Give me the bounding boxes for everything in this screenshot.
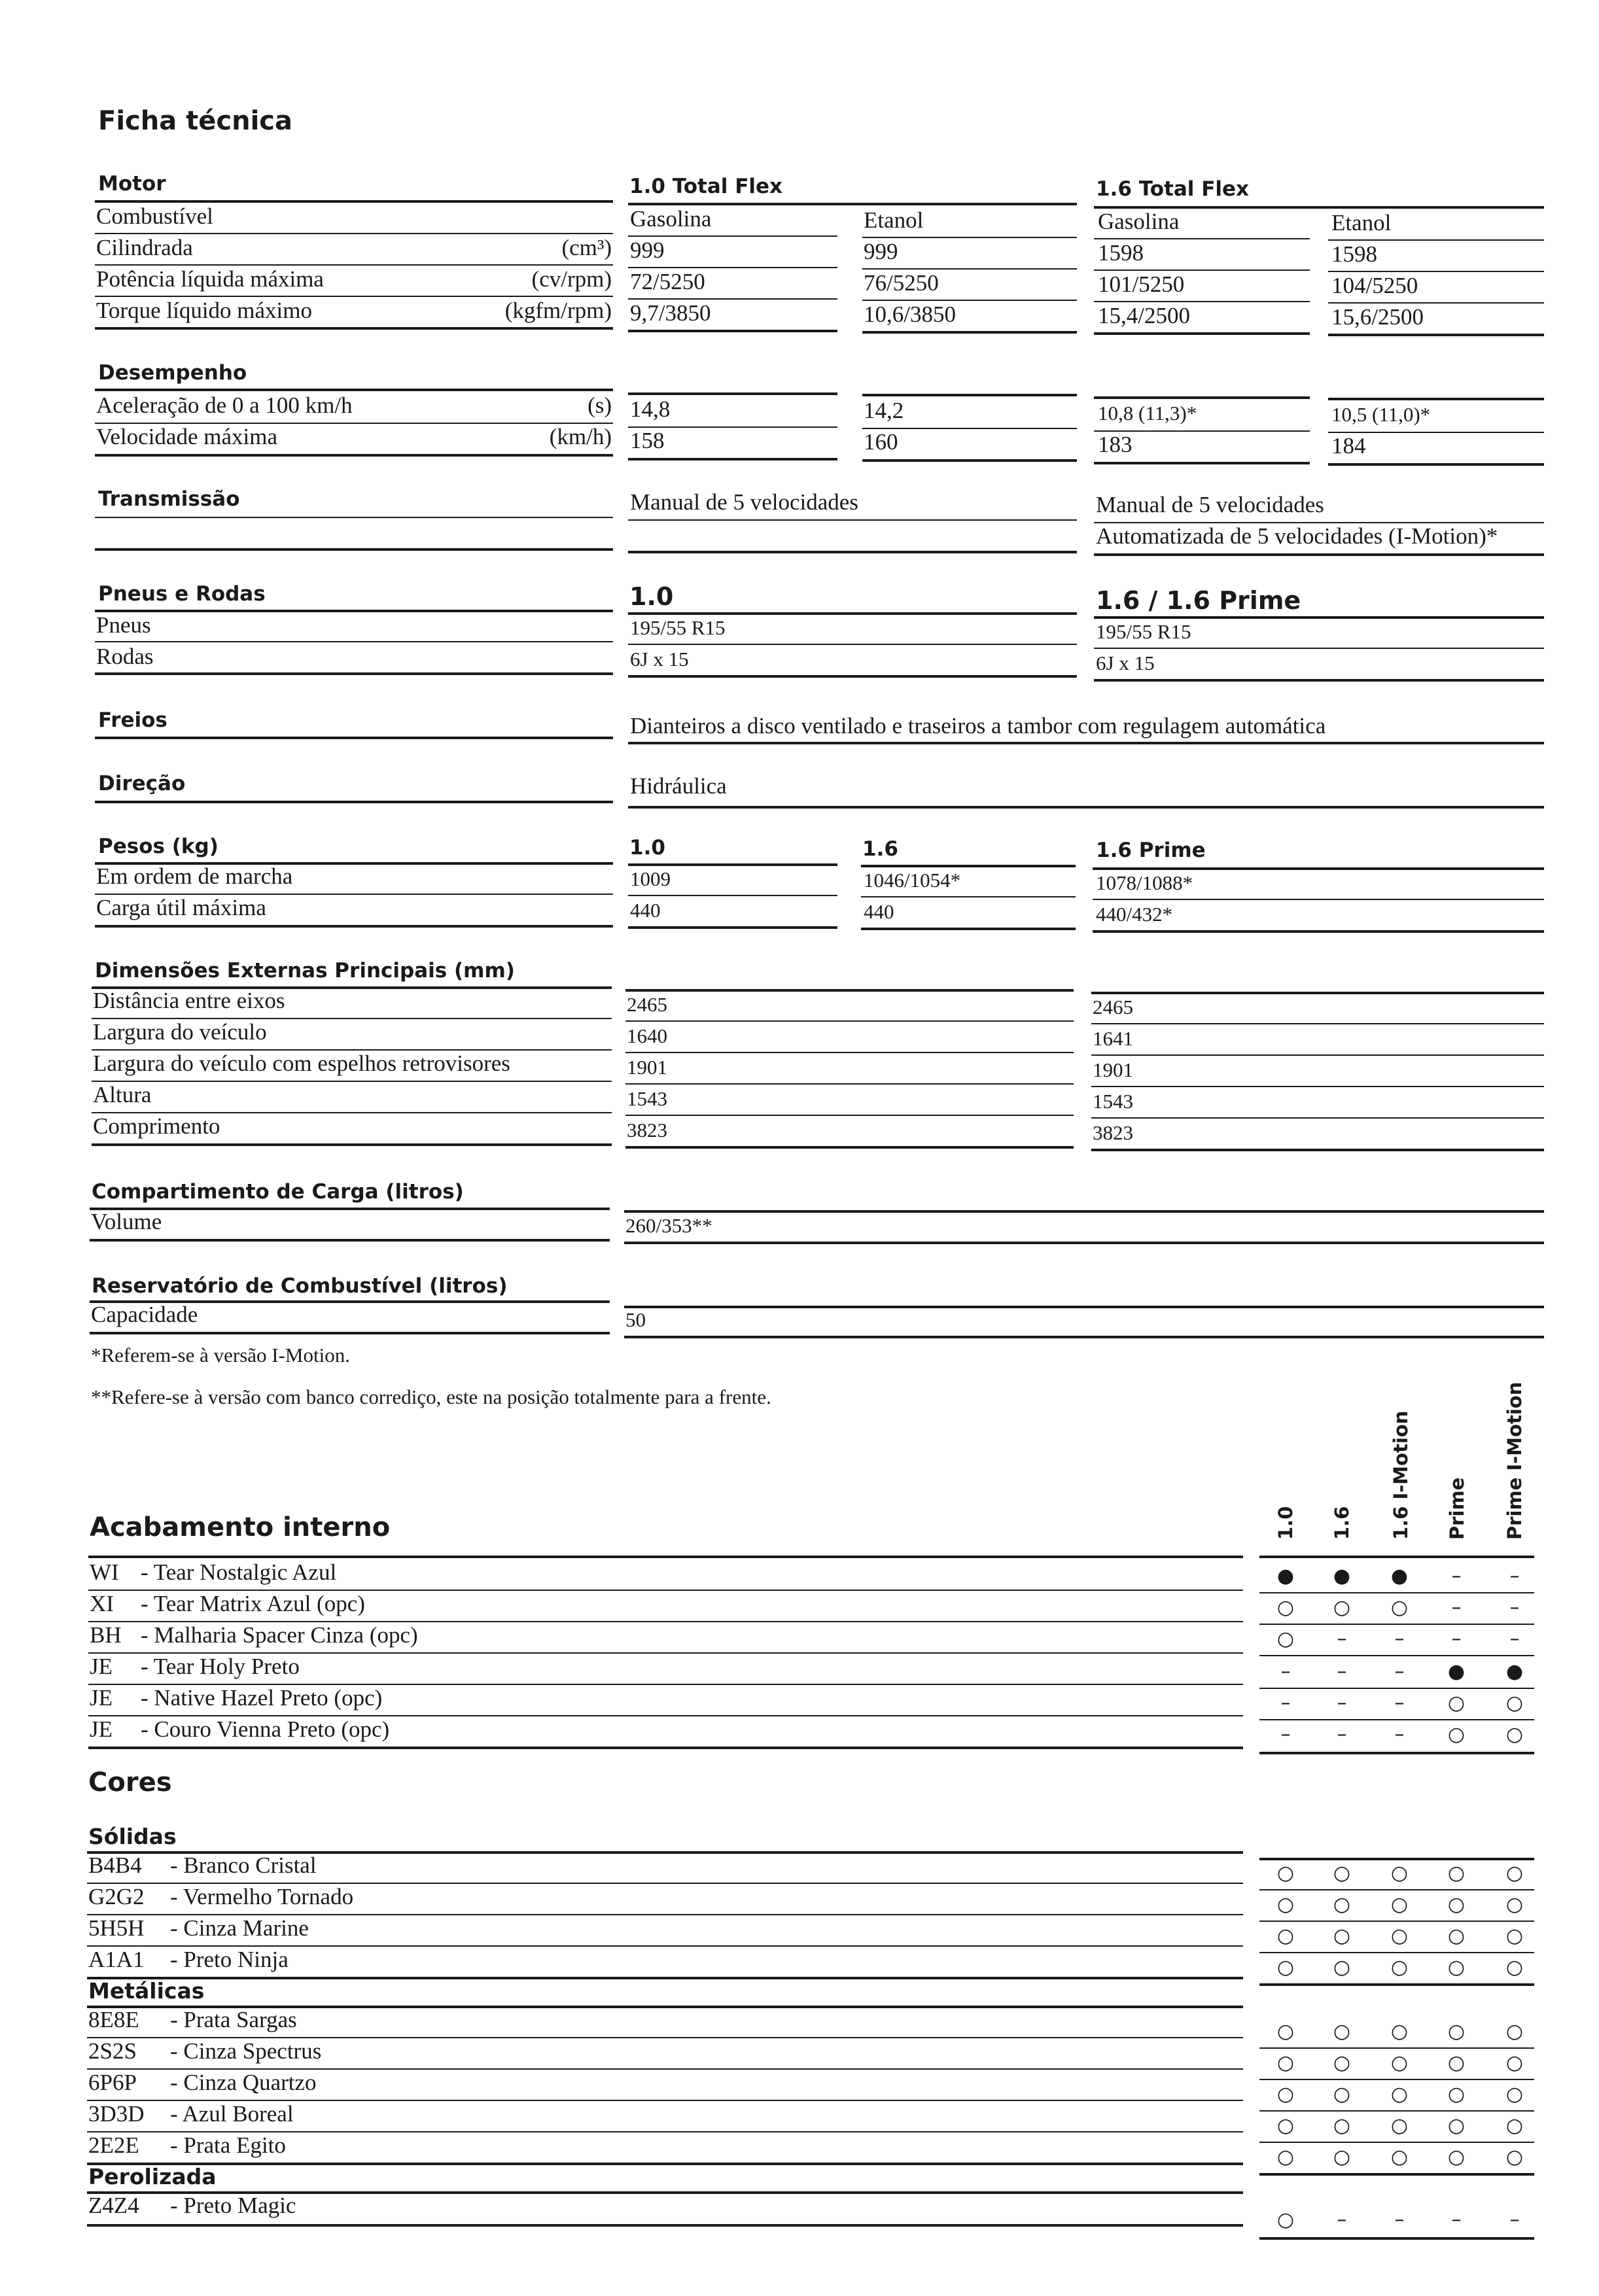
motor-value-cell: 15,6/2500	[1331, 304, 1424, 330]
availability-mark: –	[1394, 1660, 1405, 1683]
section-desempenho-header: Desempenho	[98, 361, 247, 385]
motor-value-cell: Etanol	[864, 207, 924, 233]
cores-solidas-header: Sólidas	[88, 1824, 177, 1849]
pesos-value-cell: 440	[864, 900, 894, 923]
availability-mark: ○	[1447, 1956, 1466, 1979]
cor-code: 6P6P	[88, 2070, 137, 2095]
availability-mark: –	[1337, 1692, 1347, 1714]
motor-value-cell: 101/5250	[1098, 271, 1185, 297]
dimensoes-value-cell: 1641	[1093, 1027, 1133, 1050]
acabamento-name: - Tear Matrix Azul (opc)	[141, 1591, 365, 1616]
availability-mark: ○	[1505, 2051, 1524, 2074]
motor-row-label: Cilindrada	[96, 235, 193, 260]
dimensoes-value-cell: 2465	[627, 993, 667, 1016]
acabamento-name: - Malharia Spacer Cinza (opc)	[141, 1622, 418, 1648]
dimensoes-value-cell: 1640	[627, 1024, 667, 1047]
reservatorio-row-label: Capacidade	[91, 1302, 198, 1327]
cor-name: - Prata Sargas	[170, 2007, 297, 2032]
carga-row-label: Volume	[91, 1209, 162, 1234]
availability-mark: ○	[1333, 1893, 1351, 1916]
availability-mark: ○	[1390, 2146, 1409, 2168]
availability-mark: –	[1509, 2208, 1520, 2231]
availability-mark: ○	[1276, 1862, 1295, 1885]
version-header-1-6: 1.6	[1331, 1506, 1353, 1540]
availability-mark: ○	[1390, 2114, 1409, 2137]
availability-mark: ○	[1505, 2114, 1524, 2137]
availability-mark: ○	[1390, 1596, 1409, 1619]
cor-code: B4B4	[88, 1852, 142, 1878]
cor-code: A1A1	[88, 1947, 145, 1972]
section-transmissao-header: Transmissão	[98, 487, 240, 511]
motor-value-cell: 104/5250	[1331, 273, 1418, 298]
footnote-i-motion: *Referem-se à versão I-Motion.	[91, 1344, 350, 1366]
availability-mark: –	[1280, 1692, 1291, 1714]
acabamento-code: WI	[90, 1559, 119, 1585]
availability-mark: –	[1280, 1723, 1291, 1746]
pneus-value-cell: 195/55 R15	[1096, 620, 1191, 643]
cor-name: - Vermelho Tornado	[170, 1884, 354, 1909]
availability-mark: ○	[1333, 1956, 1351, 1979]
desempenho-value-cell: 184	[1331, 433, 1366, 459]
pesos-value-cell: 440/432*	[1096, 903, 1173, 926]
footnote-banco-corredico: **Refere-se à versão com banco corrediço, este na posição totalmente para a frente.	[91, 1385, 771, 1408]
pesos-value-cell: 1046/1054*	[864, 869, 961, 892]
pesos-row-label: Em ordem de marcha	[96, 863, 293, 889]
availability-mark: ○	[1447, 1862, 1466, 1885]
section-motor-header: Motor	[98, 172, 166, 196]
desempenho-value-cell: 183	[1098, 432, 1133, 457]
dimensoes-row-label: Largura do veículo com espelhos retrovisores	[93, 1051, 510, 1076]
cor-name: - Cinza Quartzo	[170, 2070, 317, 2095]
motor-row-label: Torque líquido máximo	[96, 298, 313, 323]
motor-col-1-6: 1.6 Total Flex	[1096, 177, 1250, 201]
desempenho-value-cell: 14,2	[864, 398, 904, 423]
dimensoes-value-cell: 3823	[1093, 1121, 1133, 1144]
desempenho-row-label: Velocidade máxima	[96, 424, 277, 449]
reservatorio-value: 50	[625, 1308, 646, 1331]
availability-mark: ○	[1505, 1862, 1524, 1885]
pneus-value-cell: 6J x 15	[630, 648, 689, 670]
availability-mark: –	[1394, 1723, 1405, 1746]
motor-value-cell: 72/5250	[630, 269, 705, 294]
cor-name: - Preto Ninja	[170, 1947, 289, 1972]
availability-mark: ○	[1276, 2146, 1295, 2168]
acabamento-code: JE	[90, 1654, 113, 1679]
dimensoes-value-cell: 1543	[1093, 1090, 1133, 1113]
version-header-prime-i-motion: Prime I-Motion	[1503, 1382, 1526, 1540]
availability-mark: –	[1394, 1627, 1405, 1650]
availability-mark: ○	[1447, 1692, 1466, 1714]
availability-mark: ●	[1333, 1565, 1351, 1588]
direcao-value: Hidráulica	[630, 773, 727, 799]
motor-row-unit: (kgfm/rpm)	[504, 298, 612, 323]
section-direcao-header: Direção	[98, 772, 186, 795]
cor-name: - Prata Egito	[170, 2132, 286, 2158]
cores-perolizada-header: Perolizada	[88, 2164, 217, 2189]
availability-mark: ○	[1505, 1723, 1524, 1746]
availability-mark: ○	[1447, 2020, 1466, 2043]
availability-mark: ○	[1447, 2114, 1466, 2137]
section-acabamento-header: Acabamento interno	[90, 1512, 391, 1542]
version-header-prime: Prime	[1446, 1477, 1468, 1540]
dimensoes-value-cell: 1901	[1093, 1058, 1133, 1081]
availability-mark: ○	[1447, 2083, 1466, 2106]
cor-code: 2E2E	[88, 2132, 139, 2158]
acabamento-code: XI	[90, 1591, 114, 1616]
availability-mark: ○	[1333, 1596, 1351, 1619]
version-header-1-0: 1.0	[1274, 1506, 1297, 1540]
motor-value-cell: 76/5250	[864, 270, 939, 296]
availability-mark: ○	[1276, 2051, 1295, 2074]
cor-code: Z4Z4	[88, 2193, 139, 2218]
dimensoes-row-label: Distância entre eixos	[93, 988, 285, 1013]
dimensoes-row-label: Largura do veículo	[93, 1019, 267, 1045]
availability-mark: –	[1509, 1565, 1520, 1588]
availability-mark: ●	[1276, 1565, 1295, 1588]
motor-row-unit: (cm³)	[561, 235, 612, 260]
pesos-col-1-6: 1.6	[862, 837, 898, 861]
availability-mark: ○	[1333, 1924, 1351, 1947]
cor-name: - Azul Boreal	[170, 2101, 294, 2127]
section-carga-header: Compartimento de Carga (litros)	[92, 1180, 464, 1204]
cor-name: - Cinza Spectrus	[170, 2038, 322, 2064]
motor-value-cell: 999	[630, 237, 665, 263]
availability-mark: –	[1280, 1660, 1291, 1683]
section-cores-header: Cores	[88, 1767, 172, 1798]
pneus-col-1-0: 1.0	[629, 582, 674, 611]
carga-value: 260/353**	[625, 1214, 712, 1237]
acabamento-name: - Tear Nostalgic Azul	[141, 1559, 337, 1585]
desempenho-value-cell: 160	[864, 429, 898, 455]
availability-mark: –	[1337, 1660, 1347, 1683]
availability-mark: ○	[1276, 2114, 1295, 2137]
motor-value-cell: 15,4/2500	[1098, 303, 1190, 328]
freios-value: Dianteiros a disco ventilado e traseiros a tambor com regulagem automática	[630, 713, 1326, 739]
availability-mark: ○	[1447, 1893, 1466, 1916]
desempenho-value-cell: 158	[630, 428, 665, 453]
availability-mark: ○	[1276, 1956, 1295, 1979]
motor-row-label: Potência líquida máxima	[96, 266, 324, 292]
availability-mark: ○	[1447, 1924, 1466, 1947]
pesos-col-1-6-prime: 1.6 Prime	[1096, 839, 1206, 862]
dimensoes-row-label: Altura	[93, 1082, 152, 1107]
availability-mark: ○	[1390, 2020, 1409, 2043]
availability-mark: ●	[1447, 1660, 1466, 1683]
motor-value-cell: 999	[864, 239, 898, 264]
motor-row-unit: (cv/rpm)	[531, 266, 612, 292]
motor-col-1-0: 1.0 Total Flex	[629, 175, 783, 198]
availability-mark: ●	[1390, 1565, 1409, 1588]
availability-mark: ○	[1333, 2146, 1351, 2168]
availability-mark: ○	[1333, 2114, 1351, 2137]
acabamento-name: - Native Hazel Preto (opc)	[141, 1685, 383, 1711]
pesos-col-1-0: 1.0	[629, 836, 665, 860]
availability-mark: ●	[1505, 1660, 1524, 1683]
dimensoes-row-label: Comprimento	[93, 1113, 220, 1139]
transmissao-1-0-value: Manual de 5 velocidades	[630, 489, 858, 515]
pesos-value-cell: 440	[630, 899, 661, 922]
availability-mark: ○	[1505, 1956, 1524, 1979]
availability-mark: ○	[1276, 1627, 1295, 1650]
cor-name: - Cinza Marine	[170, 1915, 309, 1941]
availability-mark: ○	[1505, 1924, 1524, 1947]
pneus-value-cell: 195/55 R15	[630, 616, 726, 639]
page-title: Ficha técnica	[98, 106, 292, 136]
acabamento-code: JE	[90, 1685, 113, 1711]
cor-name: - Branco Cristal	[170, 1852, 317, 1878]
availability-mark: ○	[1390, 1893, 1409, 1916]
acabamento-name: - Tear Holy Preto	[141, 1654, 300, 1679]
motor-value-cell: Etanol	[1331, 210, 1392, 235]
pesos-value-cell: 1078/1088*	[1096, 871, 1193, 894]
availability-mark: ○	[1447, 2146, 1466, 2168]
availability-mark: –	[1451, 1627, 1462, 1650]
availability-mark: –	[1509, 1627, 1520, 1650]
availability-mark: –	[1394, 1692, 1405, 1714]
availability-mark: ○	[1276, 1924, 1295, 1947]
availability-mark: ○	[1333, 2051, 1351, 2074]
cor-code: 3D3D	[88, 2101, 145, 2127]
availability-mark: ○	[1276, 1893, 1295, 1916]
transmissao-1-6-manual: Manual de 5 velocidades	[1096, 492, 1324, 517]
section-reservatorio-header: Reservatório de Combustível (litros)	[92, 1274, 508, 1298]
availability-mark: –	[1394, 2208, 1405, 2231]
availability-mark: ○	[1276, 2020, 1295, 2043]
motor-value-cell: 9,7/3850	[630, 300, 711, 326]
section-pneus-header: Pneus e Rodas	[98, 582, 266, 606]
availability-mark: ○	[1276, 1596, 1295, 1619]
availability-mark: ○	[1333, 2083, 1351, 2106]
dimensoes-value-cell: 2465	[1093, 996, 1133, 1018]
availability-mark: ○	[1447, 2051, 1466, 2074]
availability-mark: ○	[1505, 2083, 1524, 2106]
motor-value-cell: Gasolina	[630, 206, 712, 232]
pesos-row-label: Carga útil máxima	[96, 895, 266, 920]
acabamento-name: - Couro Vienna Preto (opc)	[141, 1716, 390, 1742]
cor-name: - Preto Magic	[170, 2193, 296, 2218]
desempenho-row-label: Aceleração de 0 a 100 km/h	[96, 392, 353, 418]
availability-mark: –	[1451, 1565, 1462, 1588]
desempenho-value-cell: 10,8 (11,3)*	[1098, 402, 1197, 425]
availability-mark: ○	[1390, 1862, 1409, 1885]
desempenho-value-cell: 14,8	[630, 396, 671, 422]
acabamento-code: BH	[90, 1622, 122, 1648]
availability-mark: ○	[1390, 2051, 1409, 2074]
section-dimensoes-header: Dimensões Externas Principais (mm)	[95, 959, 515, 983]
pneus-row-label: Rodas	[96, 644, 154, 669]
availability-mark: –	[1451, 2208, 1462, 2231]
desempenho-value-cell: 10,5 (11,0)*	[1331, 403, 1431, 426]
desempenho-row-unit: (s)	[588, 392, 612, 418]
cor-code: G2G2	[88, 1884, 145, 1909]
cor-code: 8E8E	[88, 2007, 139, 2032]
availability-mark: ○	[1390, 1956, 1409, 1979]
motor-value-cell: Gasolina	[1098, 209, 1180, 234]
availability-mark: –	[1451, 1596, 1462, 1619]
version-header-1-6-i-motion: 1.6 I-Motion	[1390, 1410, 1412, 1540]
section-freios-header: Freios	[98, 708, 167, 732]
motor-value-cell: 1598	[1098, 240, 1144, 266]
motor-value-cell: 1598	[1331, 241, 1377, 267]
availability-mark: ○	[1333, 1862, 1351, 1885]
availability-mark: –	[1337, 2208, 1347, 2231]
cor-code: 2S2S	[88, 2038, 137, 2064]
availability-mark: –	[1337, 1627, 1347, 1650]
availability-mark: ○	[1276, 2083, 1295, 2106]
availability-mark: –	[1337, 1723, 1347, 1746]
cor-code: 5H5H	[88, 1915, 145, 1941]
availability-mark: ○	[1505, 2146, 1524, 2168]
motor-row-label: Combustível	[96, 203, 213, 229]
pneus-value-cell: 6J x 15	[1096, 652, 1155, 674]
acabamento-code: JE	[90, 1716, 113, 1742]
dimensoes-value-cell: 1543	[627, 1087, 667, 1110]
pneus-row-label: Pneus	[96, 612, 151, 638]
availability-mark: ○	[1276, 2208, 1295, 2231]
pesos-value-cell: 1009	[630, 867, 671, 890]
transmissao-1-6-automatizada: Automatizada de 5 velocidades (I-Motion)*	[1096, 523, 1498, 549]
availability-mark: ○	[1505, 1893, 1524, 1916]
availability-mark: ○	[1505, 2020, 1524, 2043]
availability-mark: ○	[1390, 1924, 1409, 1947]
availability-mark: ○	[1333, 2020, 1351, 2043]
availability-mark: ○	[1505, 1692, 1524, 1714]
dimensoes-value-cell: 3823	[627, 1119, 667, 1141]
availability-mark: –	[1509, 1596, 1520, 1619]
pneus-col-1-6: 1.6 / 1.6 Prime	[1096, 586, 1301, 615]
desempenho-row-unit: (km/h)	[549, 424, 612, 449]
availability-mark: ○	[1390, 2083, 1409, 2106]
section-pesos-header: Pesos (kg)	[98, 835, 219, 858]
dimensoes-value-cell: 1901	[627, 1056, 667, 1079]
cores-metalicas-header: Metálicas	[88, 1978, 205, 2004]
availability-mark: ○	[1447, 1723, 1466, 1746]
motor-value-cell: 10,6/3850	[864, 302, 956, 327]
